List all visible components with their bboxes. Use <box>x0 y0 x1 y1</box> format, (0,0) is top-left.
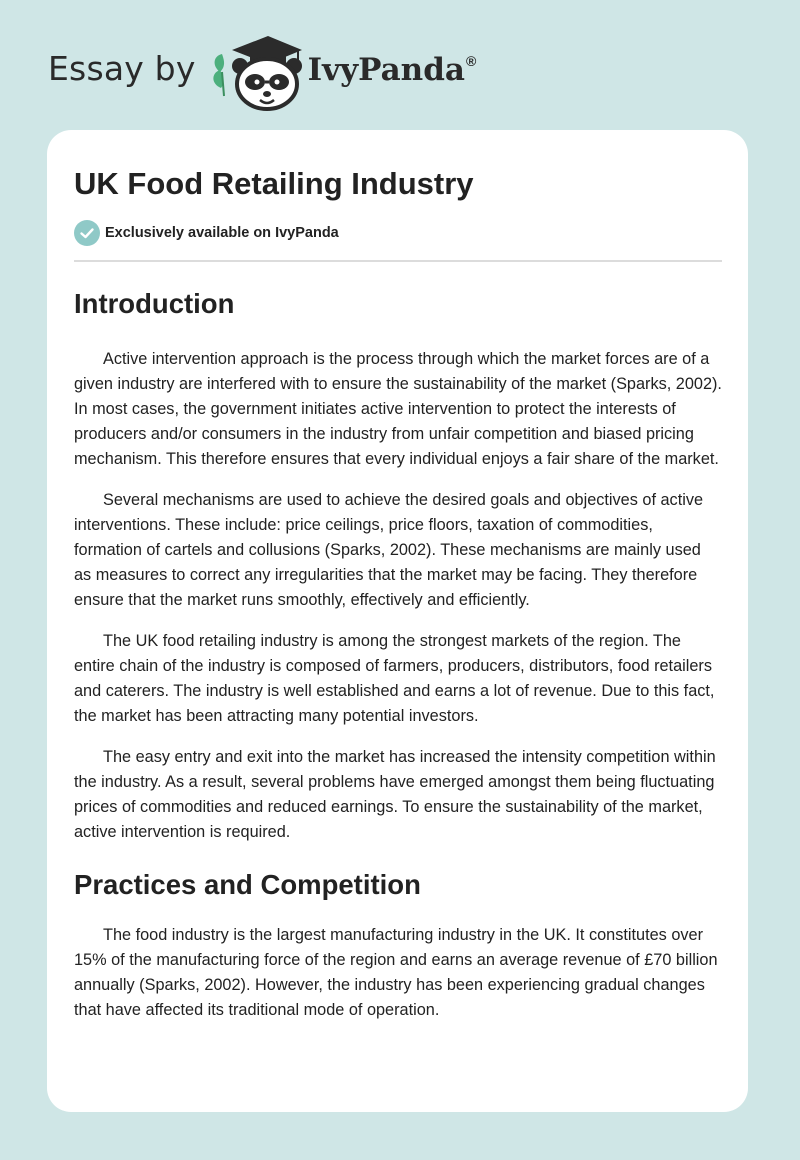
section-body <box>74 347 722 845</box>
section-practices-and-competition <box>74 865 722 1023</box>
brand-name[interactable]: IvyPanda® <box>307 52 477 88</box>
section-heading: Practices and Competition <box>74 869 421 901</box>
site-header <box>48 32 476 112</box>
essay-card <box>47 130 748 1112</box>
section-introduction <box>74 284 722 845</box>
exclusive-badge <box>74 220 722 246</box>
trademark-symbol: ® <box>465 53 477 69</box>
paragraph: Active intervention approach is the process through which the market forces are of a given industry are interfered with to ensure the sustainability of the market (Sparks, 2002). In most cases, the government initiates active intervention to protect the interests of producers and/or consumers in the industry from unfair competition and biased pricing mechanism. This therefore ensures that every individual enjoys a fair share of the market. <box>74 350 722 469</box>
essay-title: UK Food Retailing Industry <box>74 166 474 201</box>
essay-by-label: Essay by <box>48 48 196 88</box>
panda-graduate-logo-icon[interactable] <box>210 32 306 112</box>
exclusive-badge-text: Exclusively available on IvyPanda <box>105 225 339 241</box>
paragraph: Several mechanisms are used to achieve the desired goals and objectives of active interventions. These include: price ceilings, price floors, taxation of commodities, formation of cartels and collusions (Sparks, 2002). These mechanisms are mainly used as measures to correct any irregularities that the market may be facing. They therefore ensure that the market runs smoothly, effectively and efficiently. <box>74 490 704 610</box>
section-heading: Introduction <box>74 288 235 319</box>
paragraph: The UK food retailing industry is among the strongest markets of the region. The entire chain of the industry is composed of farmers, producers, distributors, food retailers and caterers. The industry is well established and earns a lot of revenue. Due to this fact, the market has been attracting many potential investors. <box>74 631 715 726</box>
checkmark-badge-icon <box>74 220 100 246</box>
paragraph: The easy entry and exit into the market has increased the intensity competition within the industry. As a result, several problems have emerged amongst them being fluctuating prices of commodities and reduced earnings. To ensure the sustainability of the market, active intervention is required. <box>74 747 716 842</box>
paragraph: The food industry is the largest manufacturing industry in the UK. It constitutes over 15% of the manufacturing force of the region and earns an average revenue of £70 billion annually (Sparks, 2002). However, the industry has been experiencing gradual changes that have affected its traditional mode of operation. <box>74 926 718 1020</box>
section-body <box>74 923 722 1023</box>
title-divider <box>74 260 722 262</box>
